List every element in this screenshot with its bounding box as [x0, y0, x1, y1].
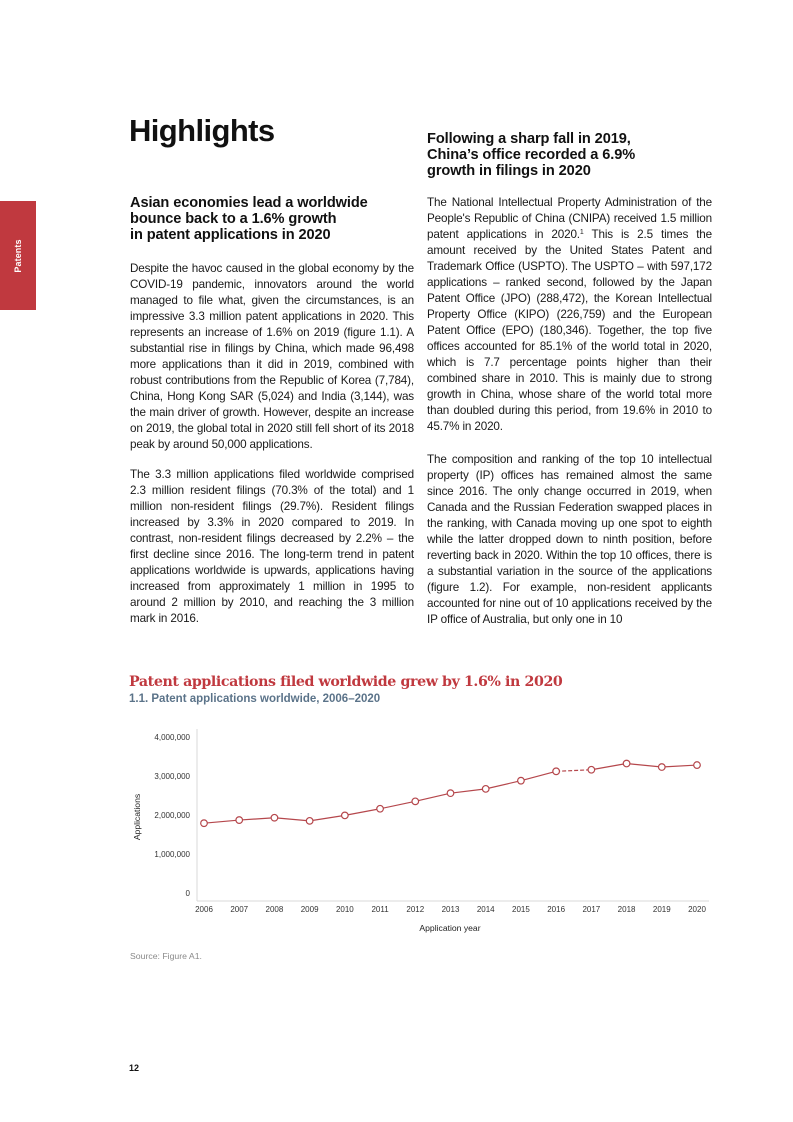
data-point-marker[interactable]: [518, 777, 525, 784]
left-heading-line: Asian economies lead a worldwide: [130, 195, 368, 211]
line-segment: [662, 765, 697, 767]
line-segment: [627, 764, 662, 768]
data-point-marker[interactable]: [588, 766, 595, 773]
figure-subheading: 1.1. Patent applications worldwide, 2006–2020: [129, 693, 381, 705]
right-paragraph-1: [427, 195, 712, 435]
left-section-heading: [130, 195, 410, 243]
x-tick-label: 2009: [300, 905, 319, 914]
x-tick-label: 2020: [688, 905, 706, 914]
data-point-marker[interactable]: [201, 820, 208, 827]
y-axis-title: Applications: [132, 793, 142, 841]
x-tick-label: 2016: [547, 905, 566, 914]
y-tick-label: 0: [185, 889, 190, 898]
right-heading-line: growth in filings in 2020: [427, 163, 591, 179]
data-series: [201, 760, 701, 826]
line-segment: [204, 820, 239, 823]
data-point-marker[interactable]: [447, 790, 454, 797]
x-tick-label: 2019: [652, 905, 671, 914]
paragraph-text: The National Intellectual Property Administration of the People's Republic of China (CNIPA) received 1.5 million patent applications in 2020.: [427, 196, 712, 241]
figure-source-note: Source: Figure A1.: [130, 951, 202, 961]
line-chart: [120, 725, 720, 945]
line-segment: [415, 793, 450, 801]
x-tick-label: 2017: [582, 905, 601, 914]
data-point-marker[interactable]: [694, 762, 701, 769]
x-tick-label: 2010: [335, 905, 354, 914]
line-segment: [310, 815, 345, 820]
data-point-marker[interactable]: [623, 760, 630, 767]
x-tick-label: 2008: [265, 905, 284, 914]
footnote-marker[interactable]: 1: [579, 229, 584, 236]
figure-heading: Patent applications filed worldwide grew by 1.6% in 2020: [129, 674, 563, 690]
x-tick-label: 2012: [406, 905, 425, 914]
line-segment: [274, 818, 309, 821]
data-point-marker[interactable]: [236, 817, 243, 824]
x-tick-label: 2013: [441, 905, 460, 914]
x-axis: [195, 905, 706, 914]
line-segment: [451, 789, 486, 793]
data-point-marker[interactable]: [553, 768, 560, 775]
y-tick-label: 4,000,000: [154, 733, 190, 742]
y-tick-label: 3,000,000: [154, 772, 190, 781]
line-segment: [380, 801, 415, 808]
paragraph-text: This is 2.5 times the amount received by the United States Patent and Trademark Office (USPTO). The USPTO – with 597,172 applications – ranked second, followed by the Japan Patent Office (JPO) (288,472), the Korean Intellectual Property Office (KIPO) (226,759) and the European Patent Office (EPO) (180,346). Together, the top five offices accounted for 85.1% of the world total in 2020, which is 7.7 percentage points higher than their combined share in 2010. This is mainly due to strong growth in China, whose share of the world total more than doubled during this period, from 19.6% in 2010 to 45.7% in 2020.: [427, 228, 712, 433]
right-paragraph-2: The composition and ranking of the top 10 intellectual property (IP) offices has remained almost the same since 2016. The only change occurred in 2019, when Canada and the Russian Federation swapped places in the ranking, with Canada moving up one spot to eighth while the latter dropped down to ninth position, before reverting back in 2020. Within the top 10 offices, there is a substantial variation in the source of the applications (figure 1.2). For example, non-resident applicants accounted for nine out of 10 applications received by the IP office of Australia, but only one in 10: [427, 453, 712, 626]
x-tick-label: 2011: [371, 905, 389, 914]
data-point-marker[interactable]: [306, 818, 313, 825]
y-tick-label: 2,000,000: [154, 811, 190, 820]
left-heading-line: in patent applications in 2020: [130, 227, 331, 243]
left-paragraph-1: Despite the havoc caused in the global economy by the COVID-19 pandemic, innovators around the world managed to file what, given the circumstances, is an impressive 3.3 million patent applications in 2020. This represents an increase of 1.6% on 2019 (figure 1.1). A substantial rise in filings by China, which made 96,498 more applications than it did in 2019, combined with robust contributions from the Republic of Korea (7,784), China, Hong Kong SAR (5,024) and India (3,144), was the main driver of growth. However, despite an increase on 2019, the global total in 2020 still fell short of its 2018 peak by around 50,000 applications.: [130, 262, 414, 451]
data-point-marker[interactable]: [658, 764, 665, 771]
line-segment: [239, 818, 274, 820]
x-tick-label: 2018: [617, 905, 636, 914]
data-point-marker[interactable]: [482, 786, 489, 793]
left-heading-line: bounce back to a 1.6% growth: [130, 211, 337, 227]
y-tick-label: 1,000,000: [154, 850, 190, 859]
x-tick-label: 2014: [476, 905, 495, 914]
right-heading-line: Following a sharp fall in 2019,: [427, 131, 631, 147]
side-tab-label: Patents: [13, 238, 23, 273]
data-point-marker[interactable]: [412, 798, 419, 805]
right-section-heading: [427, 131, 707, 179]
data-point-marker[interactable]: [271, 814, 278, 821]
data-point-marker[interactable]: [342, 812, 349, 819]
line-segment: [345, 809, 380, 816]
x-tick-label: 2015: [512, 905, 530, 914]
left-paragraph-2: The 3.3 million applications filed worldwide comprised 2.3 million resident filings (70.3% of the total) and 1 million non-resident filings (29.7%). Resident filings increased by 3.3% in 2020 compared to 2019. In contrast, non-resident filings decreased by 2.2% – the first decline since 2016. The long-term trend in patent applications worldwide is upwards, applications having increased from approximately 1 million in 1995 to around 2 million by 2010, and reaching the 3 million mark in 2016.: [130, 468, 414, 625]
line-segment: [521, 771, 556, 780]
y-axis: [154, 733, 190, 898]
right-heading-line: China’s office recorded a 6.9%: [427, 147, 636, 163]
section-side-tab: [0, 201, 36, 310]
page-title: Highlights: [129, 113, 275, 148]
x-tick-label: 2006: [195, 905, 213, 914]
data-point-marker[interactable]: [377, 805, 384, 812]
page-number: 12: [129, 1063, 140, 1073]
x-tick-label: 2007: [230, 905, 249, 914]
dashed-line-segment: [556, 770, 591, 772]
line-segment: [486, 781, 521, 789]
line-segment: [591, 764, 626, 770]
x-axis-title: Application year: [419, 923, 481, 933]
